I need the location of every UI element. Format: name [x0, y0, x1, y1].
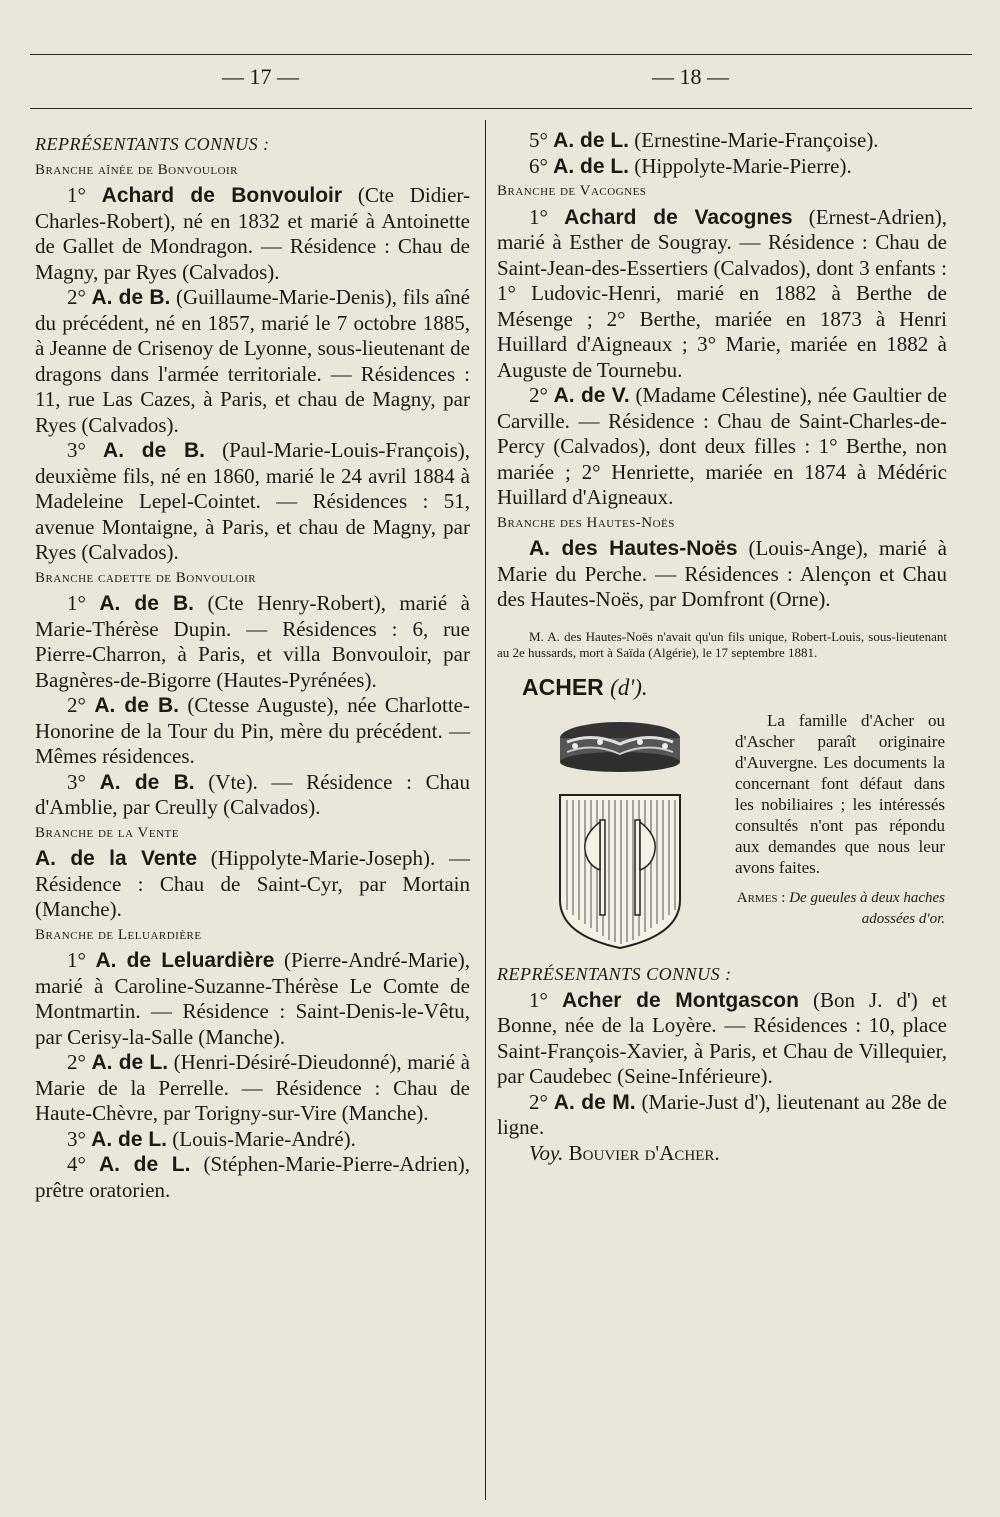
- branch-title: Branche cadette de Bonvouloir: [35, 569, 257, 586]
- entry-name: A. de V.: [553, 384, 630, 407]
- entry-name: Achard de Vacognes: [564, 205, 793, 229]
- entry-name: A. de B.: [91, 286, 171, 309]
- entry: 5° A. de L. (Ernestine-Marie-Françoise).: [529, 128, 879, 152]
- entry: 2° A. de V. (Madame Célestine), née Gaultier de Carville. — Résidence : Chau de Saint-Charles-de-Percy (Calvados), dont deux filles : 1° Berthe, non mariée ; 2° Henriette, mariée en 1874 à Médéric Huillard d'Aigneaux.: [497, 383, 947, 509]
- entry: 3° A. de B. (Paul-Marie-Louis-François), deuxième fils, né en 1860, marié le 24 avril 1884 à Madeleine Lepel-Cointet. — Résidences : 51, avenue Montaigne, à Paris, et chau de Magny, par Ryes (Calvados).: [35, 438, 470, 564]
- entry: 2° A. de B. (Guillaume-Marie-Denis), fils aîné du précédent, né en 1857, marié le 7 octobre 1885, à Jeanne de Crisenoy de Lyonne, sous-lieutenant de dragons dans l'armée territoriale. — Résidences : 11, rue Las Cazes, à Paris, et chau de Magny, par Ryes (Calvados).: [35, 285, 470, 437]
- entry: 2° A. de M. (Marie-Just d'), lieutenant au 28e de ligne.: [497, 1089, 947, 1139]
- entry: 1° A. de Leluardière (Pierre-André-Marie), marié à Caroline-Suzanne-Thérèse Le Comte de Montmartin. — Résidence : Saint-Denis-le-Vêtu, par Cerisy-la-Salle (Manche).: [35, 948, 470, 1049]
- page-number-left: — 17 —: [222, 64, 299, 89]
- arms-line: Armes : De gueules à deux haches adossées d'or.: [736, 890, 945, 927]
- entry-name: A. de M.: [553, 1090, 636, 1114]
- branch-title: Branche de Leluardière: [35, 926, 202, 943]
- entry-name: Acher de Montgascon: [561, 988, 799, 1012]
- entry: 1° Achard de Vacognes (Ernest-Adrien), marié à Esther de Sougray. — Résidence : Chau de Saint-Jean-des-Essertiers (Calvados), dont 3 enfants : 1° Ludovic-Henri, marié en 1882 à Berthe de Mésenge ; 2° Berthe, mariée en 1873 à Henri Huillard d'Aigneaux ; 3° Marie, mariée en 1882 à Auguste de Tournebu.: [497, 204, 947, 382]
- entry: A. de la Vente (Hippolyte-Marie-Joseph). — Résidence : Chau de Saint-Cyr, par Mortain (Manche).: [35, 846, 470, 921]
- entry: 1° Achard de Bonvouloir (Cte Didier-Charles-Robert), né en 1832 et marié à Antoinette de Gallet de Mondragon. — Résidence : Chau de Magny, par Ryes (Calvados).: [35, 183, 470, 284]
- entry-name: A. de B.: [103, 439, 205, 462]
- branch-title: Branche aînée de Bonvouloir: [35, 161, 239, 178]
- entry: 1° Acher de Montgascon (Bon J. d') et Bonne, née de la Loyère. — Résidences : 10, place Saint-François-Xavier, à Paris, et Chau de Villequier, par Caudebec (Seine-Inférieure).: [497, 987, 947, 1088]
- entry-name: Achard de Bonvouloir: [101, 184, 343, 207]
- footnote: M. A. des Hautes-Noës n'avait qu'un fils unique, Robert-Louis, sous-lieutenant au 2e hussards, mort à Saïda (Algérie), le 17 septembre 1881.: [497, 628, 947, 660]
- header-rule: [30, 108, 972, 109]
- branch-title: Branche des Hautes-Noës: [497, 514, 675, 531]
- entry-name: A. de B.: [94, 694, 179, 717]
- entry: 6° A. de L. (Hippolyte-Marie-Pierre).: [529, 153, 852, 178]
- column-divider: [485, 120, 486, 1500]
- entry: 2° A. de L. (Henri-Désiré-Dieudonné), marié à Marie de la Perrelle. — Résidence : Chau de Haute-Chèvre, par Torigny-sur-Vire (Manche).: [35, 1050, 470, 1125]
- entry-name: A. de L.: [553, 154, 629, 178]
- representants-heading: REPRÉSENTANTS CONNUS :: [35, 134, 270, 154]
- family-description: La famille d'Acher ou d'Ascher paraît originaire d'Auvergne. Les documents la concernant font défaut dans les nobiliaires ; les intéressés consultés n'ont pas répondu aux demandes que nous leur avons faites. Armes : De gueules à deux haches adossées d'or.: [735, 710, 945, 930]
- entry: A. des Hautes-Noës (Louis-Ange), marié à Marie du Perche. — Résidences : Alençon et Chau des Hautes-Noës, par Domfront (Orne).: [497, 536, 947, 611]
- entry-name: A. de L.: [98, 1153, 191, 1176]
- representants-heading: REPRÉSENTANTS CONNUS :: [497, 964, 732, 984]
- right-column: [497, 128, 947, 1166]
- coat-of-arms-icon: [545, 710, 695, 950]
- entry: 3° A. de B. (Vte). — Résidence : Chau d'Amblie, par Creully (Calvados).: [35, 769, 470, 819]
- entry: 4° A. de L. (Stéphen-Marie-Pierre-Adrien), prêtre oratorien.: [35, 1152, 470, 1202]
- entry-name: A. de B.: [99, 592, 194, 615]
- page-number-right: — 18 —: [652, 64, 729, 89]
- entry-name: A. des Hautes-Noës: [529, 537, 738, 560]
- top-rule: [30, 54, 972, 55]
- branch-title: Branche de la Vente: [35, 824, 179, 841]
- see-also: Voy. Bouvier d'Acher.: [529, 1140, 720, 1165]
- entry-name: A. de L.: [553, 129, 629, 152]
- entry-name: A. de B.: [99, 770, 195, 794]
- entry: 1° A. de B. (Cte Henry-Robert), marié à Marie-Thérèse Dupin. — Résidences : 6, rue Pierre-Charron, à Paris, et villa Bonvouloir, par Bagnères-de-Bigorre (Hautes-Pyrénées).: [35, 591, 470, 692]
- entry-name: A. de L.: [91, 1127, 167, 1151]
- branch-title: Branche de Vacognes: [497, 183, 647, 199]
- entry: 2° A. de B. (Ctesse Auguste), née Charlotte-Honorine de la Tour du Pin, mère du précédent. — Mêmes résidences.: [35, 693, 470, 768]
- entry-name: A. de L.: [91, 1051, 169, 1074]
- entry: 3° A. de L. (Louis-Marie-André).: [67, 1126, 356, 1151]
- left-column: [35, 132, 470, 1203]
- acher-section: [497, 700, 947, 950]
- entry-name: A. de Leluardière: [95, 949, 275, 972]
- entry-name: A. de la Vente: [35, 847, 197, 870]
- family-title: ACHER (d').: [522, 673, 648, 700]
